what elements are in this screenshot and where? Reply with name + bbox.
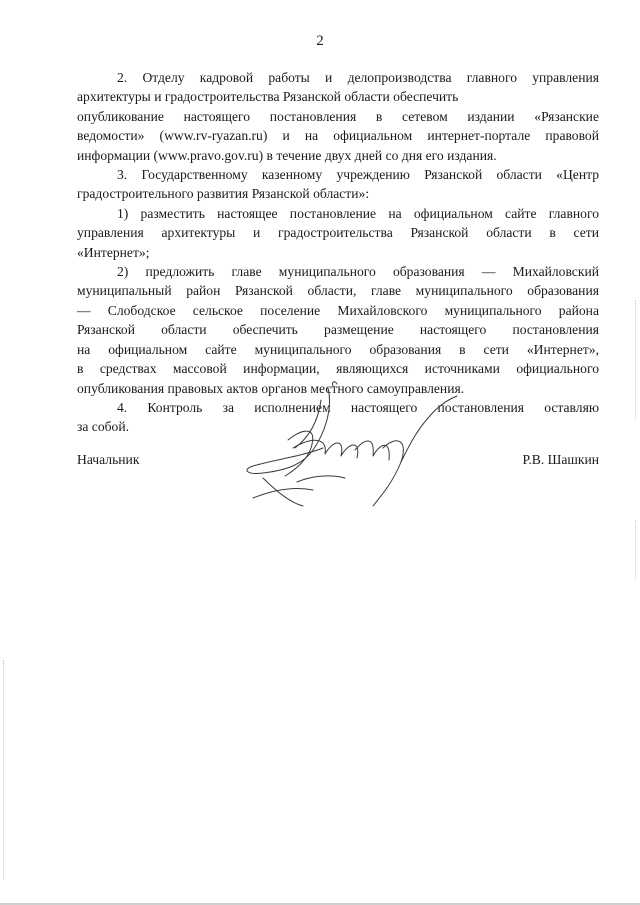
text-line: ведомости» (www.rv-ryazan.ru) и на официальном интернет-портале правовой (77, 128, 599, 144)
text-line: опубликование настоящего постановления в сетевом издании «Рязанские (77, 108, 599, 124)
scan-margin-dots (632, 520, 636, 580)
text-line: архитектуры и градостроительства Рязанской области обеспечить (77, 89, 459, 105)
paragraph-2 (77, 68, 599, 165)
signatory-title: Начальник (77, 452, 140, 467)
scan-margin-dots (3, 660, 7, 880)
signature-block (77, 452, 599, 472)
text-line: управления архитектуры и градостроительства Рязанской области в сети (77, 225, 599, 241)
paragraph-3 (77, 165, 599, 204)
text-line: 2. Отделу кадровой работы и делопроизводства главного управления (117, 70, 599, 85)
paragraph-3-1 (77, 204, 599, 262)
text-line: 4. Контроль за исполнением настоящего постановления оставляю (117, 399, 599, 415)
text-line: Рязанской области обеспечить размещение настоящего постановления (77, 322, 599, 338)
text-line: 1) разместить настоящее постановление на официальном сайте главного (117, 205, 599, 221)
text-line: за собой. (77, 419, 130, 435)
signatory-name: Р.В. Шашкин (522, 452, 599, 467)
text-line: на официальном сайте муниципального образования в сети «Интернет», (77, 341, 599, 357)
text-line: «Интернет»; (77, 244, 150, 260)
text-line: градостроительного развития Рязанской области»: (77, 186, 370, 202)
page-number: 2 (316, 33, 324, 49)
text-line: 2) предложить главе муниципального образования — Михайловский (117, 264, 599, 280)
scan-margin-dots (632, 300, 636, 420)
text-line: информации (www.pravo.gov.ru) в течение двух дней со дня его издания. (77, 147, 497, 163)
text-line: в средствах массовой информации, являющихся источниками официального (77, 361, 599, 377)
text-line: — Слободское сельское поселение Михайловского муниципального района (77, 302, 599, 318)
text-line: 3. Государственному казенному учреждению Рязанской области «Центр (117, 167, 599, 183)
text-line: муниципальный район Рязанской области, главе муниципального образования (77, 283, 599, 299)
text-line: опубликования правовых актов органов местного самоуправления. (77, 380, 465, 396)
